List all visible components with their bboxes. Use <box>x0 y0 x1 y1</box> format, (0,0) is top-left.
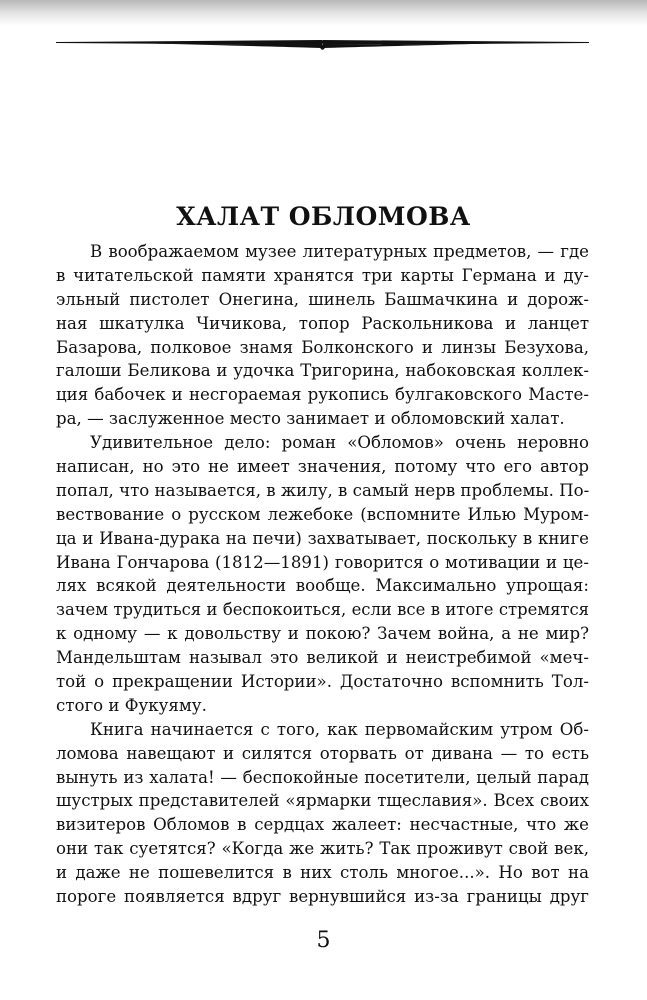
text-line: к одному — к довольству и покою? Зачем война, а не мир? <box>56 624 589 644</box>
text-line: пороге появляется вдруг вернувшийся из-за границы друг <box>56 887 589 907</box>
text-line: они так суетятся? «Когда же жить? Так проживут свой век, <box>56 839 589 859</box>
text-line: эльный пистолет Онегина, шинель Башмачкина и дорож- <box>56 289 589 309</box>
text-line: вествование о русском лежебоке (вспомните Илью Муром- <box>56 504 589 524</box>
text-line: вынуть из халата! — беспокойные посетители, целый парад <box>56 767 589 787</box>
text-line: Базарова, полковое знамя Болконского и линзы Безухова, <box>56 337 589 357</box>
paragraph-1 <box>56 240 589 431</box>
text-line: Мандельштам называл это великой и неистребимой «меч- <box>56 648 589 668</box>
paragraph-2 <box>56 431 589 718</box>
body-text <box>56 240 589 909</box>
chapter-title: ХАЛАТ ОБЛОМОВА <box>176 202 471 231</box>
text-line: ция бабочек и несгораемая рукопись булгаковского Масте- <box>56 385 589 405</box>
text-line: шустрых представителей «ярмарки тщеславия». Всех своих <box>56 791 589 811</box>
text-line: ная шкатулка Чичикова, топор Раскольникова и ланцет <box>56 313 589 333</box>
text-line: стого и Фукуяму. <box>56 695 207 715</box>
text-line: ломова навещают и силятся оторвать от дивана — то есть <box>56 743 589 763</box>
text-line: написан, но это не имеет значения, потому что его автор <box>56 457 589 477</box>
text-line: и даже не пошевелится в них столь многое...». Но вот на <box>56 863 589 883</box>
header-ornamental-rule <box>56 38 589 52</box>
page-number: 5 <box>316 928 331 953</box>
text-line: галоши Беликова и удочка Тригорина, набоковская коллек- <box>56 361 589 381</box>
text-line: Удивительное дело: роман «Обломов» очень неровно <box>90 433 589 453</box>
text-line: зачем трудиться и беспокоиться, если все в итоге стремятся <box>56 600 589 620</box>
text-line: попал, что называется, в жилу, в самый нерв проблемы. По- <box>56 480 590 500</box>
text-line: ца и Ивана-дурака на печи) захватывает, поскольку в книге <box>56 528 589 548</box>
paragraph-3 <box>56 718 589 909</box>
text-line: Книга начинается с того, как первомайским утром Об- <box>90 719 589 739</box>
text-line: визитеров Обломов в сердцах жалеет: несчастные, что же <box>56 815 589 835</box>
text-line: той о прекращении Истории». Достаточно вспомнить Тол- <box>56 672 589 692</box>
text-line: В воображаемом музее литературных предметов, — где <box>90 242 589 261</box>
text-line: ра, — заслуженное место занимает и обломовский халат. <box>56 409 565 429</box>
text-line: лях всякой деятельности вообще. Максимально упрощая: <box>56 576 589 596</box>
text-line: в читательской памяти хранятся три карты Германа и ду- <box>56 265 589 285</box>
text-line: Ивана Гончарова (1812—1891) говорится о мотивации и це- <box>56 552 589 572</box>
